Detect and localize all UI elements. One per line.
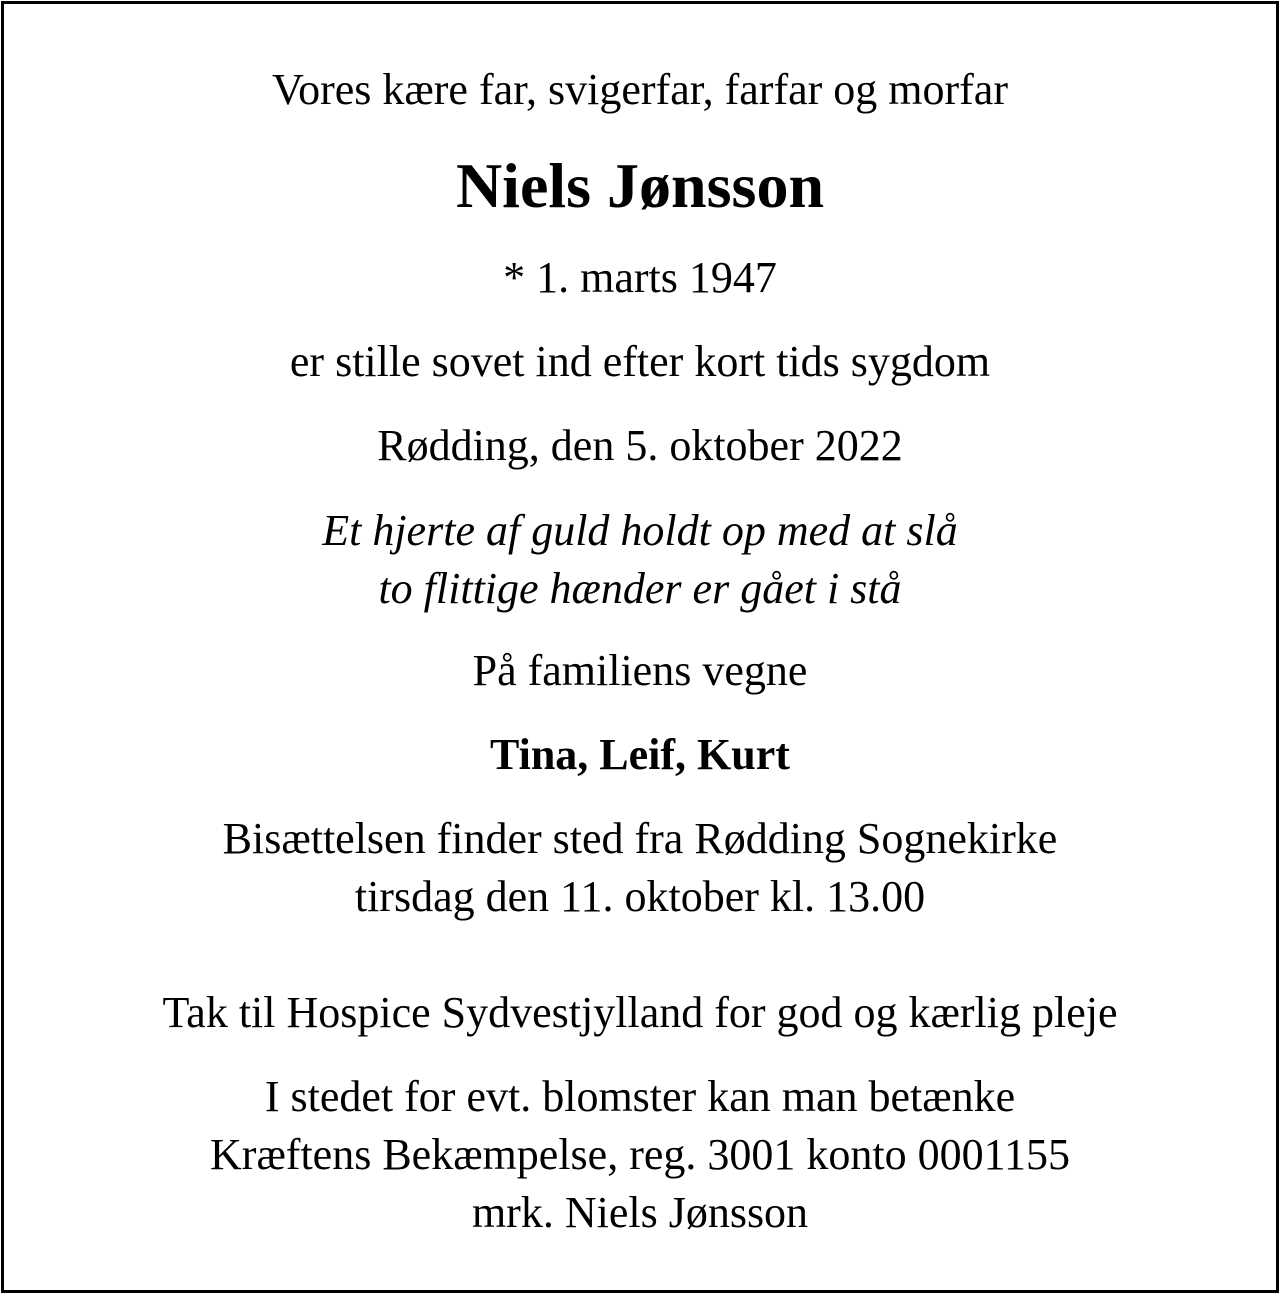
donation-line: Kræftens Bekæmpelse, reg. 3001 konto 0001155: [210, 1130, 1070, 1179]
donation-line: I stedet for evt. blomster kan man betænke: [264, 1072, 1016, 1121]
birth-date: * 1. marts 1947: [503, 253, 777, 302]
funeral-line: Bisættelsen finder sted fra Rødding Sognekirke: [222, 814, 1058, 863]
deceased-name: Niels Jønsson: [455, 150, 825, 221]
verse-line: Et hjerte af guld holdt op med at slå: [322, 506, 958, 555]
death-text: er stille sovet ind efter kort tids sygdom: [289, 337, 991, 386]
obituary-notice: [1, 1, 1279, 1293]
signers: Tina, Leif, Kurt: [490, 730, 790, 779]
on-behalf-text: På familiens vegne: [472, 646, 808, 695]
place-date: Rødding, den 5. oktober 2022: [377, 421, 903, 470]
intro-text: Vores kære far, svigerfar, farfar og morfar: [272, 65, 1008, 114]
thanks-text: Tak til Hospice Sydvestjylland for god og kærlig pleje: [162, 988, 1118, 1037]
verse-line: to flittige hænder er gået i stå: [378, 564, 902, 613]
donation-line: mrk. Niels Jønsson: [471, 1188, 809, 1237]
funeral-line: tirsdag den 11. oktober kl. 13.00: [354, 872, 926, 921]
